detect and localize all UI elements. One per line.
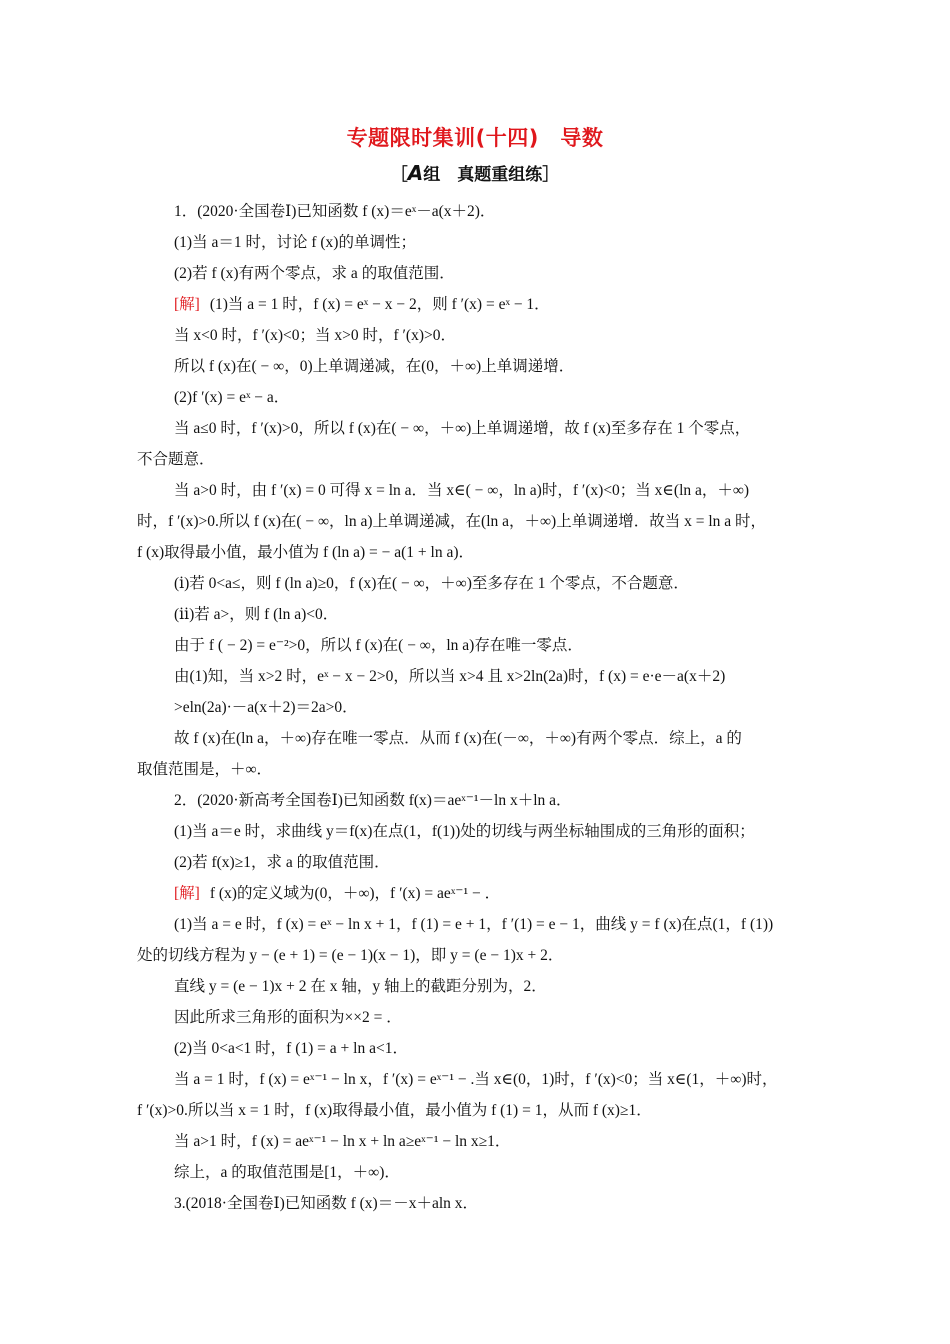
text-line xyxy=(137,382,820,413)
text-line xyxy=(137,506,820,537)
text-line xyxy=(137,475,820,506)
section-heading xyxy=(0,160,950,185)
text-line xyxy=(137,444,820,475)
line-text: (ⅰ)若 0<a≤，则 f (ln a)≥0，f (x)在( − ∞，＋∞)至多存在 1 个零点，不合题意． xyxy=(174,575,689,592)
line-text: f (x)取得最小值，最小值为 f (ln a) = − a(1 + ln a)． xyxy=(137,544,475,561)
text-line xyxy=(137,1126,820,1157)
text-line xyxy=(137,196,820,227)
line-text: (2)若 f (x)有两个零点，求 a 的取值范围． xyxy=(174,265,455,282)
group-label: 组 真题重组练 xyxy=(423,165,543,185)
line-text: 时，f ′(x)>0.所以 f (x)在( − ∞，ln a)上单调递减，在(ln a，＋∞)上单调递增．故当 x = ln a 时， xyxy=(137,513,767,530)
text-line xyxy=(137,816,820,847)
line-text: (1)当 a = e 时，f (x) = eˣ − ln x + 1，f (1) = e + 1，f ′(1) = e − 1，曲线 y = f (x)在点(1，f (1)) xyxy=(174,916,774,933)
document-body xyxy=(137,196,820,1219)
line-text: 所以 f (x)在( − ∞，0)上单调递减，在(0，＋∞)上单调递增． xyxy=(174,358,575,375)
line-text: (1)当 a = 1 时，f (x) = eˣ − x − 2，则 f ′(x) = eˣ − 1． xyxy=(209,296,550,313)
text-line xyxy=(137,1188,820,1219)
text-line xyxy=(137,661,820,692)
line-text: 因此所求三角形的面积为××2 = ． xyxy=(174,1009,402,1026)
text-line xyxy=(137,692,820,723)
text-line xyxy=(137,568,820,599)
line-text: 当 a>0 时，由 f ′(x) = 0 可得 x = ln a．当 x∈( − ∞，ln a)时，f ′(x)<0；当 x∈(ln a，＋∞) xyxy=(174,482,750,499)
line-text: 当 a≤0 时，f ′(x)>0，所以 f (x)在( − ∞，＋∞)上单调递增，故 f (x)至多存在 1 个零点， xyxy=(174,420,751,437)
text-line xyxy=(137,289,820,320)
line-text: (2)f ′(x) = eˣ − a． xyxy=(174,389,290,406)
bracket-open: ［ xyxy=(390,165,408,185)
text-line xyxy=(137,878,820,909)
text-line xyxy=(137,754,820,785)
text-line xyxy=(137,940,820,971)
page-title: 专题限时集训(十四) 导数 xyxy=(346,126,604,150)
line-text: 由于 f ( − 2) = e⁻²>0，所以 f (x)在( − ∞，ln a)存在唯一零点． xyxy=(174,637,583,654)
line-text: 1．(2020·全国卷Ⅰ)已知函数 f (x)＝eˣ－a(x＋2)． xyxy=(174,203,496,220)
line-text: 不合题意． xyxy=(137,451,215,468)
text-line xyxy=(137,351,820,382)
line-text: (1)当 a＝1 时，讨论 f (x)的单调性； xyxy=(174,234,416,251)
line-text: 取值范围是，＋∞． xyxy=(137,761,273,778)
text-line xyxy=(137,785,820,816)
bracket-close: ］ xyxy=(542,165,560,185)
line-text: 处的切线方程为 y − (e + 1) = (e − 1)(x − 1)，即 y = (e − 1)x + 2． xyxy=(137,947,564,964)
text-line xyxy=(137,227,820,258)
text-line xyxy=(137,847,820,878)
text-line xyxy=(137,971,820,1002)
line-text: 3.(2018·全国卷Ⅰ)已知函数 f (x)＝－x＋aln x． xyxy=(174,1195,479,1212)
text-line xyxy=(137,1033,820,1064)
text-line xyxy=(137,599,820,630)
text-line xyxy=(137,537,820,568)
line-text: f (x)的定义域为(0，＋∞)，f ′(x) = aeˣ⁻¹ − ． xyxy=(209,885,501,902)
text-line xyxy=(137,723,820,754)
text-line xyxy=(137,413,820,444)
text-line xyxy=(137,258,820,289)
line-text: (1)当 a＝e 时，求曲线 y＝f(x)在点(1，f(1))处的切线与两坐标轴围成的三角形的面积； xyxy=(174,823,755,840)
line-text: 2．(2020·新高考全国卷Ⅰ)已知函数 f(x)＝aeˣ⁻¹－ln x＋ln a． xyxy=(174,792,572,809)
line-text: >eln(2a)·－a(x＋2)＝2a>0． xyxy=(174,699,358,716)
solution-label: [解] xyxy=(174,885,200,902)
line-text: 当 a = 1 时，f (x) = eˣ⁻¹ − ln x，f ′(x) = eˣ⁻¹ − .当 x∈(0，1)时，f ′(x)<0；当 x∈(1，＋∞)时， xyxy=(174,1071,778,1088)
line-text: (2)当 0<a<1 时，f (1) = a + ln a<1． xyxy=(174,1040,408,1057)
line-text: 当 a>1 时，f (x) = aeˣ⁻¹ − ln x + ln a≥eˣ⁻¹ − ln x≥1． xyxy=(174,1133,511,1150)
line-text: 综上，a 的取值范围是[1，＋∞)． xyxy=(174,1164,400,1181)
line-text: 由(1)知，当 x>2 时，eˣ − x − 2>0，所以当 x>4 且 x>2ln(2a)时，f (x) = e·e－a(x＋2) xyxy=(174,668,726,685)
text-line xyxy=(137,1002,820,1033)
line-text: 故 f (x)在(ln a，＋∞)存在唯一零点．从而 f (x)在(－∞，＋∞)有两个零点．综上，a 的 xyxy=(174,730,742,747)
text-line xyxy=(137,1157,820,1188)
text-line xyxy=(137,909,820,940)
line-text: 当 x<0 时，f ′(x)<0；当 x>0 时，f ′(x)>0． xyxy=(174,327,456,344)
text-line xyxy=(137,320,820,351)
line-text: 直线 y = (e − 1)x + 2 在 x 轴，y 轴上的截距分别为，2． xyxy=(174,978,547,995)
line-text: (2)若 f(x)≥1，求 a 的取值范围． xyxy=(174,854,390,871)
text-line xyxy=(137,1064,820,1095)
line-text: f ′(x)>0.所以当 x = 1 时，f (x)取得最小值，最小值为 f (1) = 1，从而 f (x)≥1． xyxy=(137,1102,652,1119)
line-text: (ⅱ)若 a>，则 f (ln a)<0． xyxy=(174,606,339,623)
group-letter: A xyxy=(407,161,424,185)
text-line xyxy=(137,1095,820,1126)
solution-label: [解] xyxy=(174,296,200,313)
text-line xyxy=(137,630,820,661)
